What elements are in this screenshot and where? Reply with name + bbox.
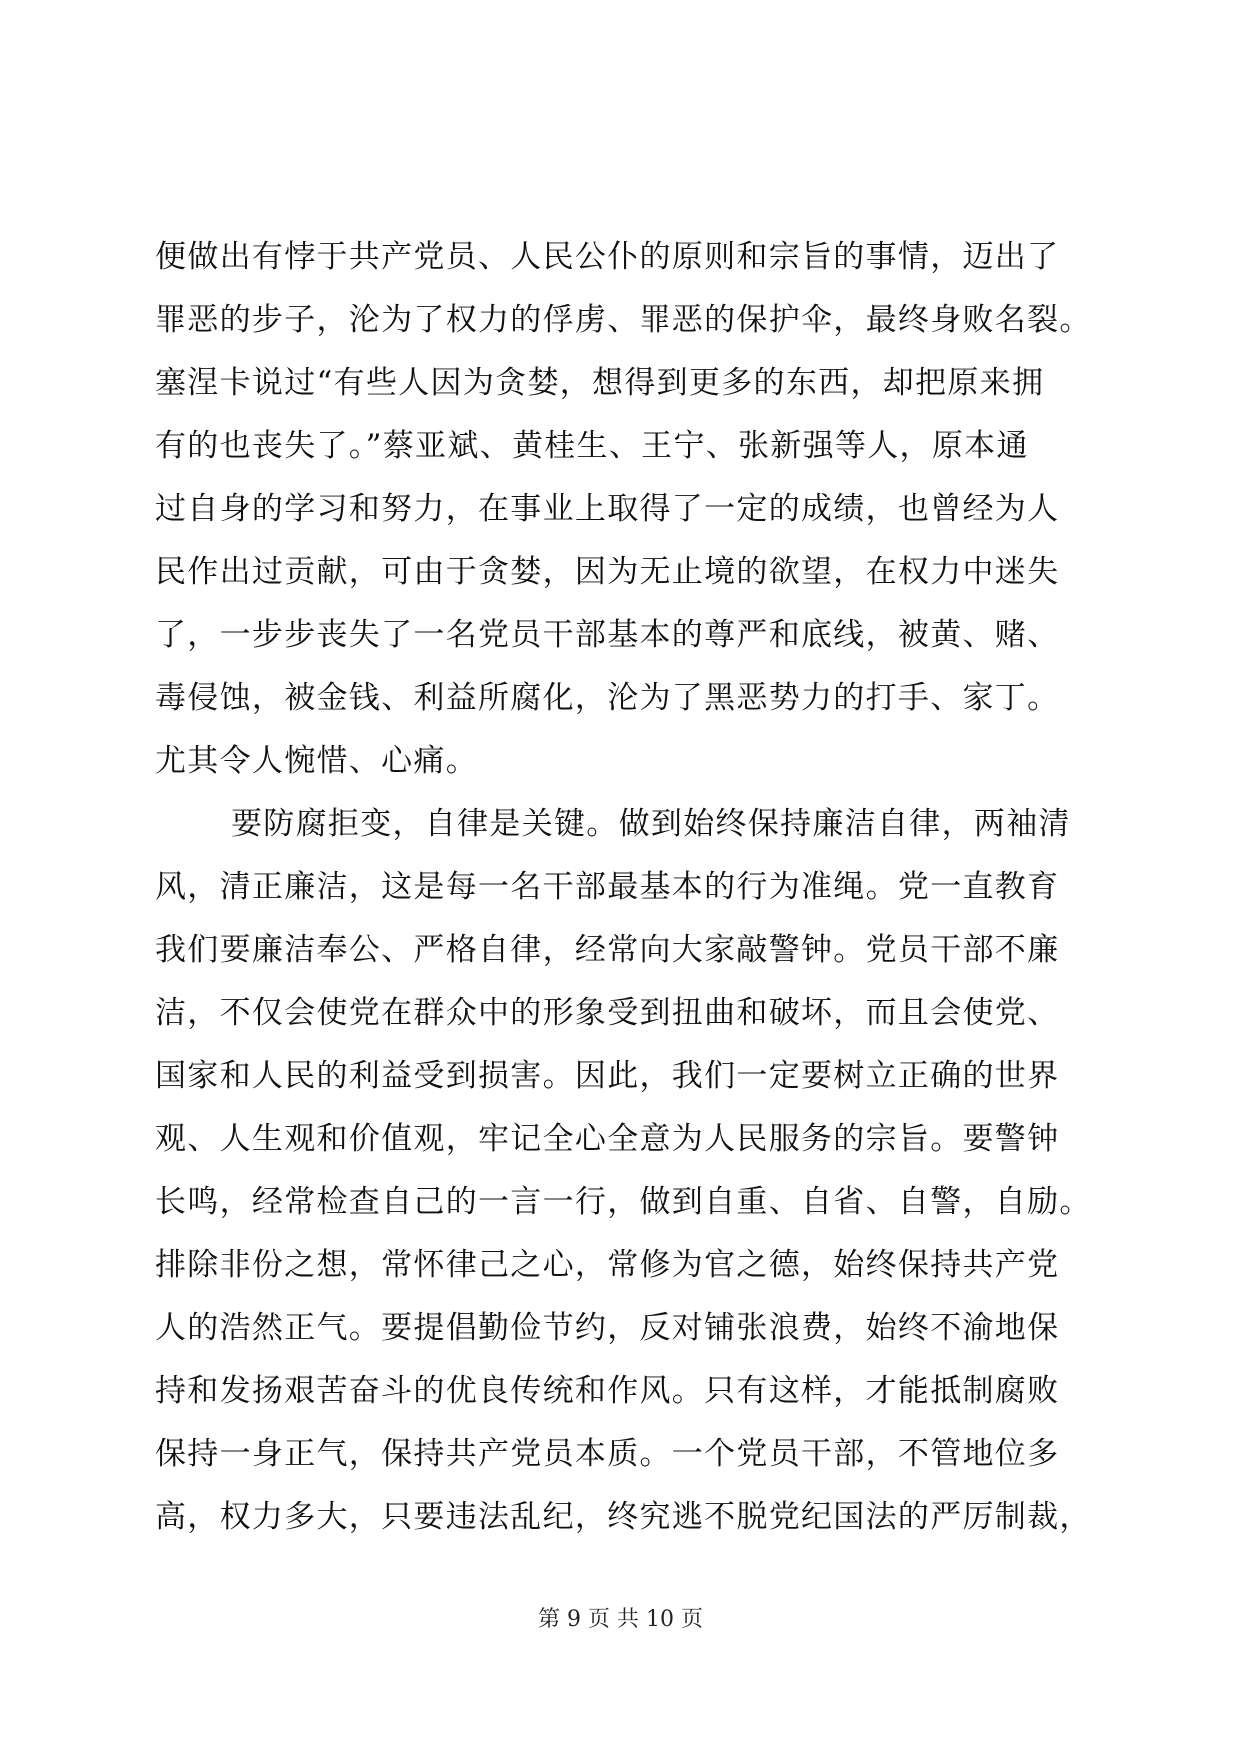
text-line: 长鸣，经常检查自己的一言一行，做到自重、自省、自警，自励。 [155,1184,1092,1220]
text-line: 高，权力多大，只要违法乱纪，终究逃不脱党纪国法的严厉制裁， [155,1499,1092,1535]
text-line: 观、人生观和价值观，牢记全心全意为人民服务的宗旨。要警钟 [155,1121,1060,1157]
page-number-footer: 第 9 页 共 10 页 [538,1607,703,1632]
text-line: 排除非份之想，常怀律己之心，常修为官之德，始终保持共产党 [155,1247,1060,1283]
text-line: 了，一步步丧失了一名党员干部基本的尊严和底线，被黄、赌、 [155,617,1060,653]
text-line: 人的浩然正气。要提倡勤俭节约，反对铺张浪费，始终不渝地保 [155,1310,1060,1346]
text-line: 民作出过贡献，可由于贪婪，因为无止境的欲望，在权力中迷失 [155,554,1060,590]
text-line: 风，清正廉洁，这是每一名干部最基本的行为准绳。党一直教育 [155,869,1060,905]
text-line: 罪恶的步子，沦为了权力的俘虏、罪恶的保护伞，最终身败名裂。 [155,302,1092,338]
text-line: 塞涅卡说过“有些人因为贪婪，想得到更多的东西，却把原来拥 [155,365,1045,401]
text-line: 保持一身正气，保持共产党员本质。一个党员干部，不管地位多 [155,1436,1060,1472]
text-line: 洁，不仅会使党在群众中的形象受到扭曲和破坏，而且会使党、 [155,995,1060,1031]
text-line: 过自身的学习和努力，在事业上取得了一定的成绩，也曾经为人 [155,491,1060,527]
body-text [155,226,1095,1549]
text-line: 有的也丧失了。”蔡亚斌、黄桂生、王宁、张新强等人，原本通 [155,428,1029,464]
text-line: 我们要廉洁奉公、严格自律，经常向大家敲警钟。党员干部不廉 [155,932,1060,968]
paragraph-start-line: 要防腐拒变，自律是关键。做到始终保持廉洁自律，两袖清 [231,806,1071,842]
text-line: 毒侵蚀，被金钱、利益所腐化，沦为了黑恶势力的打手、家丁。 [155,680,1060,716]
text-line: 便做出有悖于共产党员、人民公仆的原则和宗旨的事情，迈出了 [155,239,1060,275]
text-line: 国家和人民的利益受到损害。因此，我们一定要树立正确的世界 [155,1058,1060,1094]
text-line: 持和发扬艰苦奋斗的优良传统和作风。只有这样，才能抵制腐败 [155,1373,1060,1409]
text-line: 尤其令人惋惜、心痛。 [155,743,478,779]
